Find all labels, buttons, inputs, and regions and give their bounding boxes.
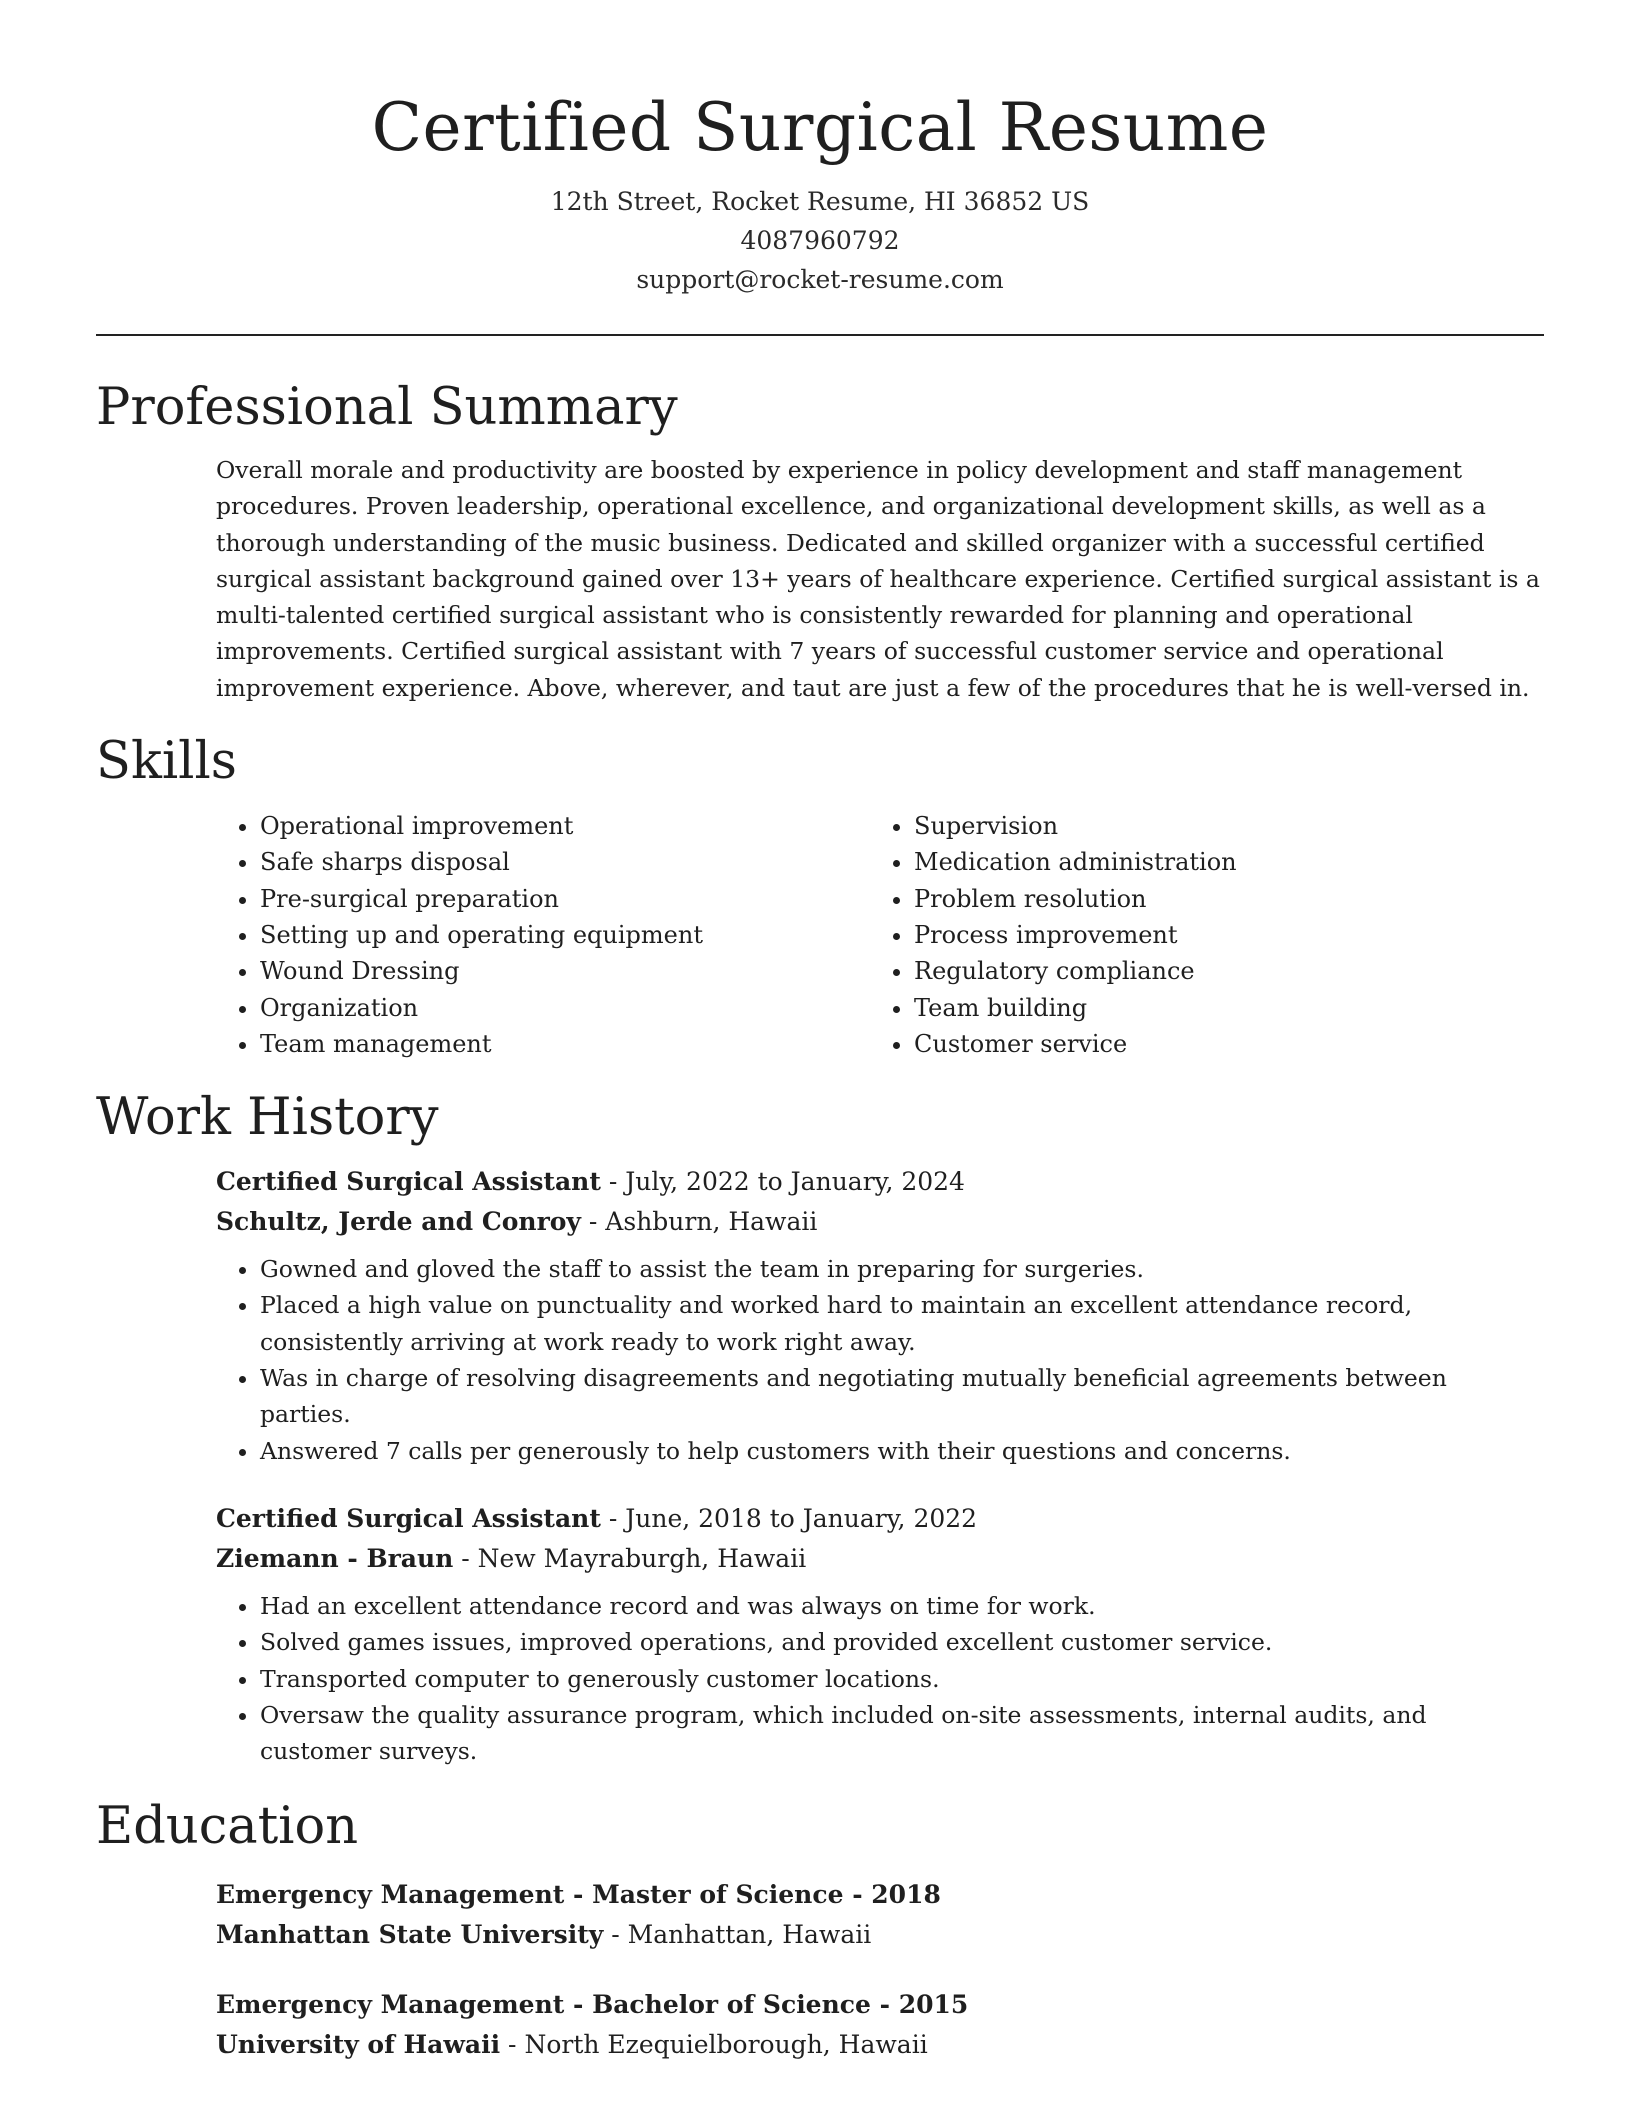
resume-page <box>96 0 1544 2065</box>
education-degree-line <box>216 1985 1544 2025</box>
job-company-line <box>216 1202 1544 1242</box>
job-bullet: • Gowned and gloved the staff to assist the team in preparing for surgeries. <box>260 1251 1544 1287</box>
education-field: Emergency Management - Master of Science <box>216 1880 844 1910</box>
skill-item: • Customer service <box>914 1026 1514 1062</box>
header-divider <box>96 334 1544 336</box>
job-dates: - July, 2022 to January, 2024 <box>600 1167 965 1197</box>
contact-address: 12th Street, Rocket Resume, HI 36852 US <box>550 187 1090 216</box>
contact-info <box>96 182 1544 299</box>
skill-item: • Operational improvement <box>260 808 870 844</box>
job-bullet: • Transported computer to generously customer locations. <box>260 1661 1544 1697</box>
contact-phone: 4087960792 <box>740 226 900 255</box>
job-bullet: • Placed a high value on punctuality and worked hard to maintain an excellent attendance record, consistently arriving at work ready to work right away. <box>260 1287 1544 1360</box>
skills-heading: Skills <box>96 732 237 792</box>
education-field: Emergency Management - Bachelor of Science <box>216 1990 871 2020</box>
skill-item: • Process improvement <box>914 917 1514 953</box>
contact-email: support@rocket-resume.com <box>636 265 1004 294</box>
job-location: - Ashburn, Hawaii <box>580 1207 818 1237</box>
job-entry-header <box>216 1499 1544 1579</box>
skills-list <box>216 808 1544 1062</box>
education-entry <box>216 1985 1544 2065</box>
summary-heading: Professional Summary <box>96 378 678 437</box>
education-degree-line <box>216 1875 1544 1915</box>
education-location: - Manhattan, Hawaii <box>603 1920 872 1950</box>
job-bullet: • Oversaw the quality assurance program, which included on-site assessments, internal audits, and customer surveys. <box>260 1697 1544 1770</box>
skill-item: • Setting up and operating equipment <box>260 917 870 953</box>
summary-text: Overall morale and productivity are boosted by experience in policy development and staff management procedures. Proven leadership, operational excellence, and organizational development skills, as well as a thorough understanding of the music business. Dedicated and skilled organizer with a successful certified surgical assistant background gained over 13+ years of healthcare experience. Certified surgical assistant is a multi-talented certified surgical assistant who is consistently rewarded for planning and operational improvements. Certified surgical assistant with 7 years of successful customer service and operational improvement experience. Above, wherever, and taut are just a few of the procedures that he is well-versed in. <box>216 456 1540 702</box>
job-bullet: • Answered 7 calls per generously to help customers with their questions and concerns. <box>260 1433 1544 1469</box>
education-year: - 2015 <box>870 1990 969 2020</box>
skill-item: • Team management <box>260 1026 870 1062</box>
education-school-line <box>216 2025 1544 2065</box>
education-location: - North Ezequielborough, Hawaii <box>500 2030 928 2060</box>
education-heading: Education <box>96 1797 359 1857</box>
skill-item: • Wound Dressing <box>260 953 870 989</box>
skills-column-right <box>870 808 1514 1062</box>
education-year: - 2018 <box>843 1880 941 1910</box>
education-school: Manhattan State University <box>216 1920 604 1950</box>
skills-column-left <box>216 808 870 1062</box>
job-entry-header <box>216 1162 1544 1242</box>
job-role-line <box>216 1499 1544 1539</box>
skill-item: • Regulatory compliance <box>914 953 1514 989</box>
job-bullets <box>216 1588 1544 1769</box>
resume-title: Certified Surgical Resume <box>371 89 1269 166</box>
education-school: University of Hawaii <box>216 2030 501 2060</box>
job-company-line <box>216 1539 1544 1579</box>
education-entry <box>216 1875 1544 1955</box>
job-company: Schultz, Jerde and Conroy <box>216 1207 581 1237</box>
job-bullet: • Had an excellent attendance record and was always on time for work. <box>260 1588 1544 1624</box>
skill-item: • Medication administration <box>914 844 1514 880</box>
skill-item: • Safe sharps disposal <box>260 844 870 880</box>
job-bullets <box>216 1251 1544 1469</box>
job-role: Certified Surgical Assistant <box>216 1167 601 1197</box>
job-location: - New Mayraburgh, Hawaii <box>453 1543 807 1573</box>
skill-item: • Team building <box>914 990 1514 1026</box>
education-school-line <box>216 1915 1544 1955</box>
resume-header <box>96 0 1544 299</box>
skill-item: • Organization <box>260 990 870 1026</box>
job-role-line <box>216 1162 1544 1202</box>
job-bullet: • Was in charge of resolving disagreements and negotiating mutually beneficial agreements between parties. <box>260 1360 1544 1433</box>
job-company: Ziemann - Braun <box>216 1543 454 1573</box>
job-bullet: • Solved games issues, improved operations, and provided excellent customer service. <box>260 1624 1544 1660</box>
skill-item: • Supervision <box>914 808 1514 844</box>
skill-item: • Pre-surgical preparation <box>260 881 870 917</box>
job-role: Certified Surgical Assistant <box>216 1503 601 1533</box>
skill-item: • Problem resolution <box>914 881 1514 917</box>
work-history-heading: Work History <box>96 1088 439 1148</box>
job-dates: - June, 2018 to January, 2022 <box>600 1503 978 1533</box>
